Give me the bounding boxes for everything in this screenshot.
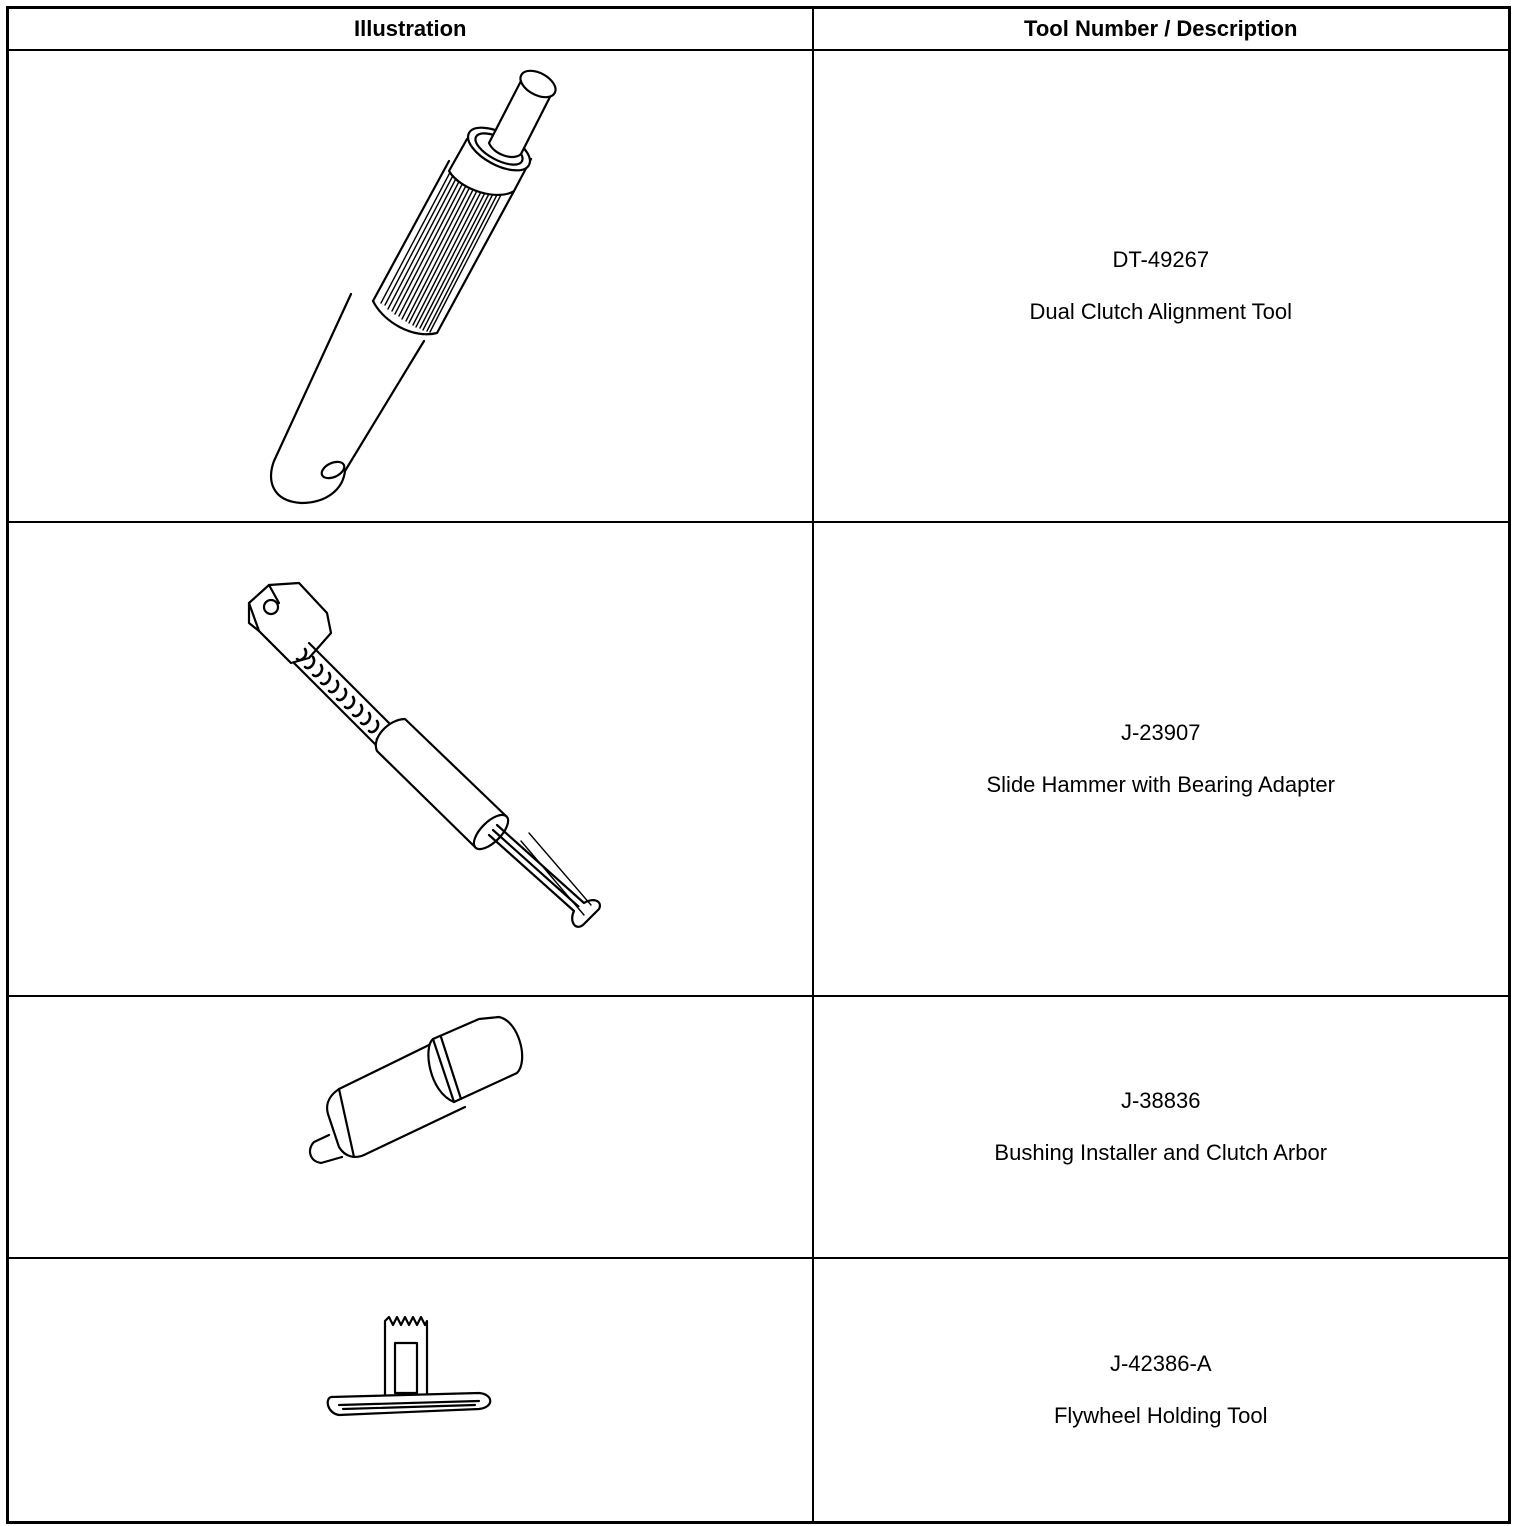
description-cell	[813, 1258, 1510, 1522]
tool-number: DT-49267	[1112, 247, 1210, 272]
description-cell	[813, 996, 1510, 1258]
table-row	[8, 1258, 1510, 1522]
slide-hammer-icon	[9, 523, 814, 997]
header-tool-number-description: Tool Number / Description	[813, 8, 1510, 51]
special-tools-table	[6, 6, 1511, 1524]
illustration-cell	[8, 50, 813, 522]
tool-description: Flywheel Holding Tool	[1053, 1402, 1268, 1428]
tool-number: J-23907	[1120, 720, 1201, 745]
tool-number: J-38836	[1120, 1088, 1201, 1113]
description-cell	[813, 50, 1510, 522]
tool-description: Slide Hammer with Bearing Adapter	[986, 772, 1335, 797]
tool-number: J-42386-A	[1109, 1350, 1212, 1376]
tool-description: Bushing Installer and Clutch Arbor	[994, 1140, 1328, 1165]
table-row	[8, 50, 1510, 522]
tool-description: Dual Clutch Alignment Tool	[1029, 299, 1293, 324]
flywheel-holding-tool-icon	[9, 1259, 814, 1523]
table-row	[8, 996, 1510, 1258]
clutch-alignment-tool-icon	[9, 51, 814, 523]
illustration-cell	[8, 1258, 813, 1522]
header-illustration: Illustration	[8, 8, 813, 51]
bushing-installer-icon	[9, 997, 814, 1259]
description-cell	[813, 522, 1510, 996]
table-row	[8, 522, 1510, 996]
illustration-cell	[8, 522, 813, 996]
table-header-row	[8, 8, 1510, 51]
illustration-cell	[8, 996, 813, 1258]
